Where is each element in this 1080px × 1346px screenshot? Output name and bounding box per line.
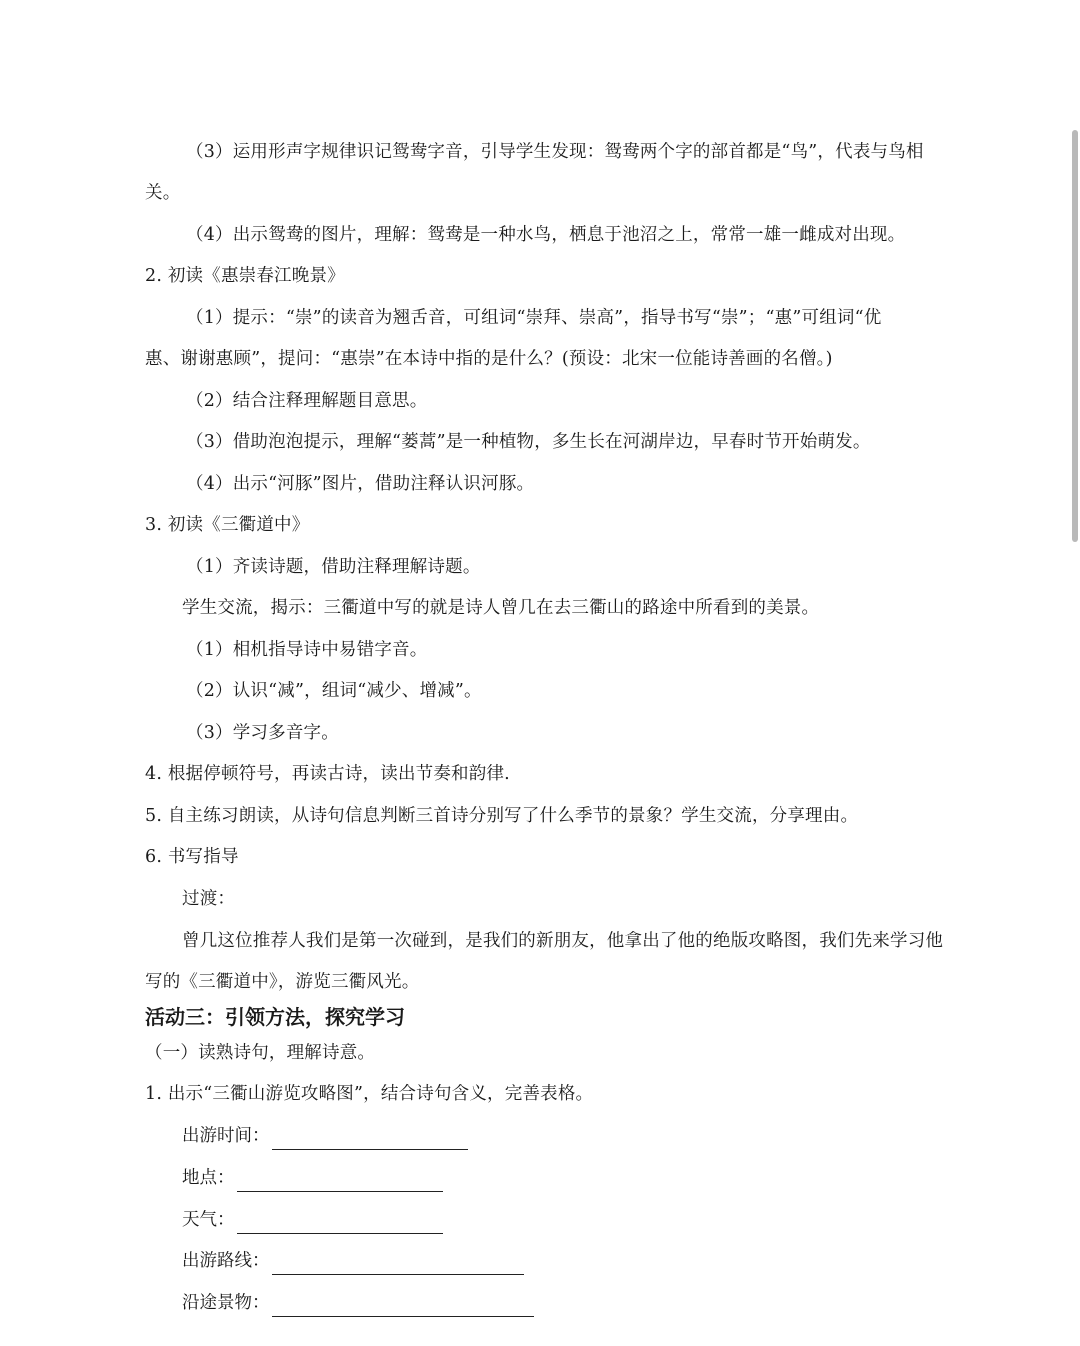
paragraph-line: 曾几这位推荐人我们是第一次碰到，是我们的新朋友，他拿出了他的绝版攻略图，我们先来学习他 bbox=[182, 931, 944, 951]
paragraph-line: （3）运用形声字规律识记鸳鸯字音，引导学生发现：鸳鸯两个字的部首都是“鸟”，代表与鸟相 bbox=[186, 142, 924, 162]
blank-line[interactable] bbox=[237, 1211, 443, 1234]
paragraph-line: 惠、谢谢惠顾”，提问：“惠崇”在本诗中指的是什么？(预设：北宋一位能诗善画的名僧。) bbox=[145, 349, 833, 369]
blank-line[interactable] bbox=[237, 1169, 443, 1192]
section-title: 6. 书写指导 bbox=[145, 847, 239, 867]
fill-label: 出游路线： bbox=[182, 1251, 270, 1271]
scrollbar-thumb[interactable] bbox=[1072, 130, 1078, 542]
activity-heading: 活动三：引领方法，探究学习 bbox=[145, 1005, 405, 1029]
fill-row-time bbox=[182, 1122, 468, 1150]
paragraph-line: （1）提示：“崇”的读音为翘舌音，可组词“崇拜、崇高”，指导书写“崇”；“惠”可组词“优 bbox=[186, 308, 882, 328]
subsection-title: （一）读熟诗句，理解诗意。 bbox=[145, 1043, 376, 1063]
fill-row-route bbox=[182, 1247, 524, 1275]
paragraph-line: （3）学习多音字。 bbox=[186, 723, 339, 743]
fill-label: 天气： bbox=[182, 1210, 235, 1230]
paragraph-line: （1）相机指导诗中易错字音。 bbox=[186, 640, 428, 660]
section-title: 2. 初读《惠崇春江晚景》 bbox=[145, 266, 345, 286]
paragraph-line: 写的《三衢道中》，游览三衢风光。 bbox=[145, 972, 420, 992]
blank-line[interactable] bbox=[272, 1252, 524, 1275]
paragraph-line: （1）齐读诗题，借助注释理解诗题。 bbox=[186, 557, 481, 577]
fill-row-place bbox=[182, 1164, 443, 1192]
fill-label: 地点： bbox=[182, 1168, 235, 1188]
fill-label: 出游时间： bbox=[182, 1126, 270, 1146]
blank-line[interactable] bbox=[272, 1127, 468, 1150]
fill-label: 沿途景物： bbox=[182, 1293, 270, 1313]
paragraph-line: （2）结合注释理解题目意思。 bbox=[186, 391, 428, 411]
section-title: 3. 初读《三衢道中》 bbox=[145, 515, 310, 535]
fill-row-weather bbox=[182, 1206, 443, 1234]
paragraph-line: （4）出示鸳鸯的图片，理解：鸳鸯是一种水鸟，栖息于池沼之上，常常一雄一雌成对出现。 bbox=[186, 225, 906, 245]
section-title: 5. 自主练习朗读，从诗句信息判断三首诗分别写了什么季节的景象？学生交流，分享理由。 bbox=[145, 806, 859, 826]
fill-row-scenery bbox=[182, 1289, 534, 1317]
paragraph-line: （3）借助泡泡提示，理解“蒌蒿”是一种植物，多生长在河湖岸边，早春时节开始萌发。 bbox=[186, 432, 871, 452]
paragraph-line: 关。 bbox=[145, 183, 181, 203]
paragraph-line: 过渡： bbox=[182, 889, 236, 909]
task-title: 1. 出示“三衢山游览攻略图”，结合诗句含义，完善表格。 bbox=[145, 1084, 594, 1104]
paragraph-line: 学生交流，揭示：三衢道中写的就是诗人曾几在去三衢山的路途中所看到的美景。 bbox=[182, 598, 820, 618]
section-title: 4. 根据停顿符号，再读古诗，读出节奏和韵律. bbox=[145, 764, 510, 784]
blank-line[interactable] bbox=[272, 1294, 534, 1317]
paragraph-line: （4）出示“河豚”图片，借助注释认识河豚。 bbox=[186, 474, 535, 494]
paragraph-line: （2）认识“减”，组词“减少、增减”。 bbox=[186, 681, 482, 701]
